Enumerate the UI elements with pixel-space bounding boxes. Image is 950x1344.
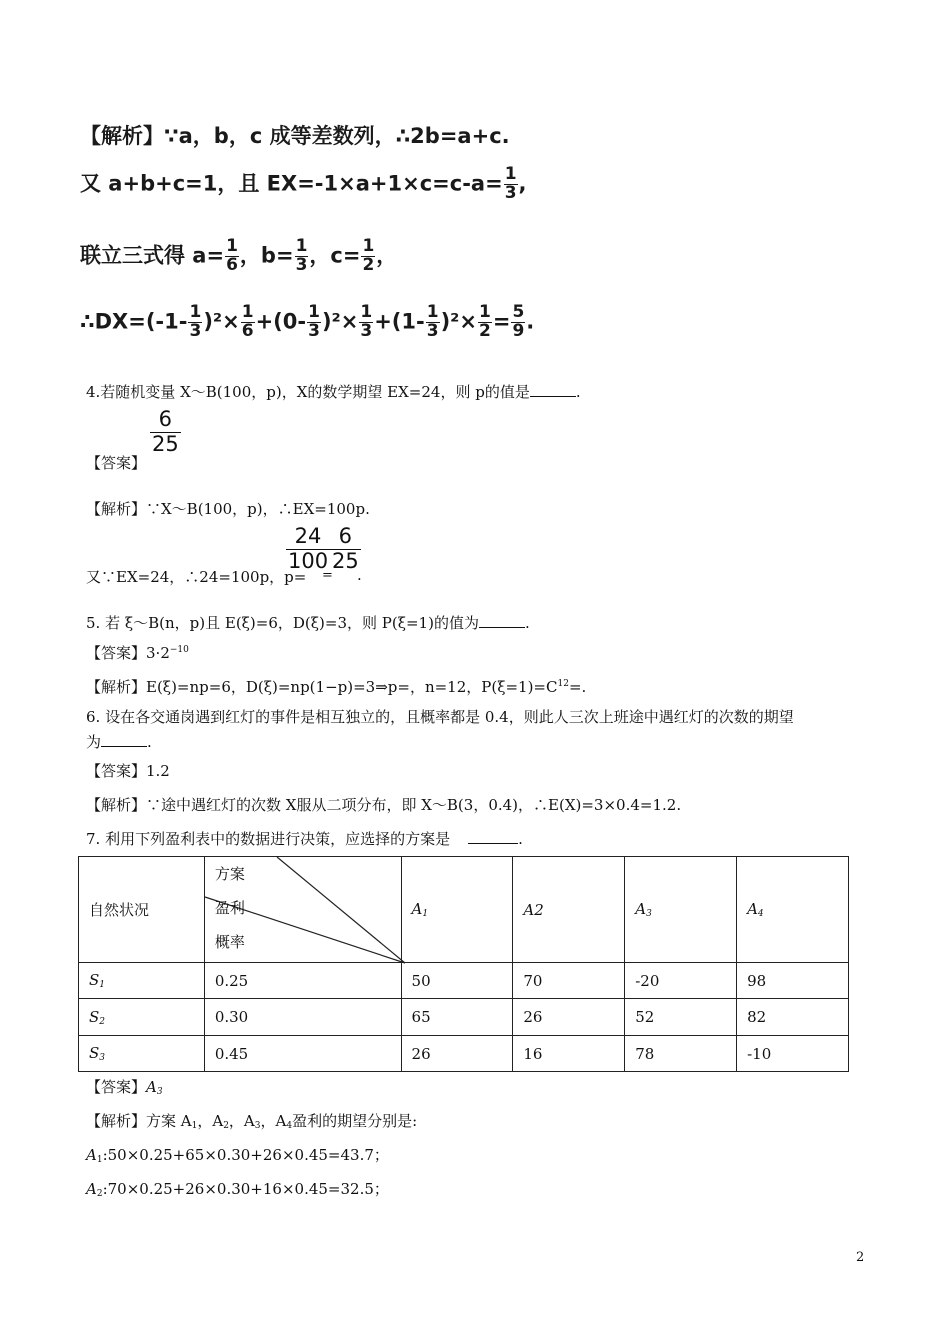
col-sub: 4 xyxy=(757,909,764,919)
col-label: A2 xyxy=(523,900,544,919)
line-text: ，b= xyxy=(239,243,294,268)
question-text: 7. 利用下列盈利表中的数据进行决策，应选择的方案是 xyxy=(86,830,451,848)
question-text: 为 xyxy=(86,733,102,751)
numerator: 1 xyxy=(189,302,202,322)
plan-label: A xyxy=(86,1146,97,1164)
line-text: = xyxy=(492,309,511,334)
analysis-text: ∵a，b，c 成等差数列，∴2b=a+c. xyxy=(164,124,510,148)
line-end: . xyxy=(526,309,535,334)
denominator: 3 xyxy=(504,182,517,203)
denominator: 3 xyxy=(295,254,308,275)
numerator: 1 xyxy=(504,164,517,184)
numerator: 1 xyxy=(308,302,320,322)
table-row xyxy=(79,1036,849,1072)
numerator: 1 xyxy=(360,302,373,322)
question-end: . xyxy=(147,733,152,751)
q4-analysis-fraction1 xyxy=(286,525,330,573)
plan-sub: 2 xyxy=(96,1189,103,1199)
question-end: . xyxy=(524,614,530,632)
diagonal-header-cell xyxy=(204,857,401,963)
answer-blank xyxy=(468,829,518,844)
q4-answer-label: 【答案】 xyxy=(86,454,147,472)
fraction xyxy=(150,408,181,456)
q4-analysis-line1: 【解析】∵X～B(100，p)，∴EX=100p. xyxy=(86,500,370,518)
numerator: 1 xyxy=(295,236,308,256)
denominator: 25 xyxy=(332,548,359,573)
question-6-line1: 6. 设在各交通岗遇到红灯的事件是相互独立的，且概率都是 0.4，则此人三次上班途中遇红灯的次数的期望 xyxy=(86,708,794,726)
answer-text: A xyxy=(146,1078,157,1096)
col-header-a4 xyxy=(737,857,849,963)
denominator: 6 xyxy=(241,320,254,341)
q7-expectation-a2 xyxy=(86,1178,389,1199)
state-sub: 1 xyxy=(99,980,106,990)
line-text: )²× xyxy=(440,309,477,334)
question-text: 5. 若 ξ～B(n，p)且 E(ξ)=6，D(ξ)=3，则 P(ξ=1)的值为 xyxy=(86,614,479,632)
question-5 xyxy=(86,612,530,633)
expectation-text: :50×0.25+65×0.30+26×0.45=43.7； xyxy=(102,1146,389,1164)
line-text: )²× xyxy=(203,309,240,334)
answer-tag: 【答案】 xyxy=(86,644,147,662)
expectation-text: :70×0.25+26×0.30+16×0.45=32.5； xyxy=(102,1180,389,1198)
col-sub: 1 xyxy=(422,909,429,919)
analysis-text: 盈利的期望分别是: xyxy=(292,1112,418,1130)
fraction xyxy=(426,304,440,341)
numerator: 1 xyxy=(426,302,439,322)
state-sub: 2 xyxy=(99,1016,106,1027)
q5-analysis xyxy=(86,676,586,697)
fraction xyxy=(307,304,321,341)
denominator: 3 xyxy=(189,320,202,341)
fraction xyxy=(241,304,255,341)
line-end: , xyxy=(518,171,527,196)
analysis-end: =. xyxy=(568,678,587,696)
fraction xyxy=(286,525,330,573)
line-text: )²× xyxy=(321,309,359,334)
numerator: 6 xyxy=(150,408,181,433)
value-cell: 82 xyxy=(737,999,849,1036)
question-end: . xyxy=(518,830,523,848)
diag-label-profit: 盈利 xyxy=(214,899,245,917)
state-label: S xyxy=(89,1007,100,1026)
state-cell xyxy=(79,1036,205,1072)
value-cell: 52 xyxy=(625,999,737,1036)
numerator: 1 xyxy=(362,236,375,256)
q6-answer: 【答案】1.2 xyxy=(86,762,170,780)
line-text: 又 a+b+c=1，且 EX=-1×a+1×c=c-a= xyxy=(80,171,503,196)
q6-analysis: 【解析】∵途中遇红灯的次数 X服从二项分布，即 X～B(3，0.4)，∴E(X)=3×0.4=1.2. xyxy=(86,796,682,814)
value-cell: 26 xyxy=(513,999,625,1036)
analysis-text: ，A xyxy=(197,1112,224,1130)
fraction xyxy=(478,304,492,341)
line-text: +(1- xyxy=(374,309,425,334)
col-header-a1 xyxy=(401,857,513,963)
question-7 xyxy=(86,828,523,849)
diag-label-probability: 概率 xyxy=(214,933,245,951)
value-cell: 70 xyxy=(513,963,625,999)
state-cell xyxy=(79,963,205,999)
answer-sub: 3 xyxy=(156,1087,163,1097)
numerator: 5 xyxy=(512,302,525,322)
prob-cell: 0.30 xyxy=(204,999,401,1036)
denominator: 2 xyxy=(478,320,491,341)
answer-text: 3·2 xyxy=(146,644,170,662)
col-header-a3 xyxy=(625,857,737,963)
numerator: 1 xyxy=(226,236,238,256)
col-label: A xyxy=(635,900,647,918)
fraction-c xyxy=(361,238,375,275)
fraction-a xyxy=(225,238,239,275)
q4-answer-fraction xyxy=(150,408,181,456)
analysis-3-line3 xyxy=(80,238,397,275)
answer-blank xyxy=(530,382,576,397)
profit-table xyxy=(78,856,849,1072)
answer-blank xyxy=(479,613,525,628)
analysis-text: ，A xyxy=(228,1112,255,1130)
analysis-3-line2 xyxy=(80,166,527,203)
denominator: 100 xyxy=(288,548,329,573)
table-row xyxy=(79,963,849,999)
prob-cell: 0.45 xyxy=(204,1036,401,1072)
value-cell: 26 xyxy=(401,1036,513,1072)
fraction xyxy=(359,304,373,341)
analysis-text: 【解析】方案 A xyxy=(86,1112,192,1130)
state-sub: 3 xyxy=(99,1053,106,1063)
numerator: 1 xyxy=(478,302,491,322)
fraction xyxy=(188,304,202,341)
plan-sub: 1 xyxy=(96,1155,103,1165)
denominator: 3 xyxy=(426,320,439,341)
question-4 xyxy=(86,381,581,402)
q7-answer xyxy=(86,1076,163,1097)
line-text: ，c= xyxy=(309,243,361,268)
page-number: 2 xyxy=(856,1250,865,1265)
diagonal-line-1 xyxy=(277,857,405,963)
answer-exponent: −10 xyxy=(169,645,189,655)
analysis-3-line1 xyxy=(80,120,510,150)
q4-eq-sign: = xyxy=(322,568,333,583)
state-cell xyxy=(79,999,205,1036)
q7-analysis xyxy=(86,1110,417,1131)
col-label: A xyxy=(411,900,423,918)
question-text: 4.若随机变量 X～B(100，p)，X的数学期望 EX=24，则 p的值是 xyxy=(86,383,530,401)
denominator: 25 xyxy=(152,431,179,456)
diag-label-plan: 方案 xyxy=(214,865,245,883)
value-cell: 78 xyxy=(625,1036,737,1072)
line-text: ∴DX=(-1- xyxy=(80,309,188,334)
value-cell: -10 xyxy=(737,1036,849,1072)
denominator: 3 xyxy=(308,320,320,341)
question-end: . xyxy=(575,383,581,401)
header-natural-state: 自然状况 xyxy=(79,857,205,963)
denominator: 9 xyxy=(512,320,525,341)
line-text: 联立三式得 a= xyxy=(80,243,225,268)
q7-expectation-a1 xyxy=(86,1144,389,1165)
numerator: 6 xyxy=(330,525,361,550)
table-header-row xyxy=(79,857,849,963)
question-6-line2 xyxy=(86,731,152,752)
state-label: S xyxy=(89,971,100,989)
analysis-3-line4 xyxy=(80,304,534,341)
col-label: A xyxy=(747,900,758,918)
fraction xyxy=(511,304,525,341)
denominator: 2 xyxy=(362,254,375,275)
answer-blank xyxy=(101,732,147,747)
denominator: 3 xyxy=(360,320,373,341)
plan-label: A xyxy=(86,1180,97,1198)
value-cell: 16 xyxy=(513,1036,625,1072)
value-cell: -20 xyxy=(625,963,737,999)
answer-tag: 【答案】 xyxy=(86,1078,147,1096)
denominator: 6 xyxy=(226,254,238,275)
analysis-superscript: 12 xyxy=(557,679,569,689)
col-sub: 3 xyxy=(646,909,652,919)
fraction xyxy=(504,166,518,203)
state-label: S xyxy=(89,1044,100,1062)
analysis-text: 【解析】E(ξ)=np=6，D(ξ)=np(1−p)=3⇒p=，n=12，P(ξ=1)=C xyxy=(86,678,558,696)
analysis-tag: 【解析】 xyxy=(80,124,164,148)
line-end: ， xyxy=(376,243,398,268)
line-text: +(0- xyxy=(255,309,307,334)
q4-analysis-line2: 又∵EX=24，∴24=100p，p= xyxy=(86,568,307,586)
numerator: 1 xyxy=(241,302,254,322)
value-cell: 98 xyxy=(737,963,849,999)
numerator: 24 xyxy=(286,525,330,550)
analysis-sub: 4 xyxy=(286,1121,293,1131)
value-cell: 50 xyxy=(401,963,513,999)
q4-end: . xyxy=(357,566,362,584)
analysis-sub: 2 xyxy=(223,1121,229,1131)
q5-answer xyxy=(86,642,189,663)
table-row xyxy=(79,999,849,1036)
value-cell: 65 xyxy=(401,999,513,1036)
analysis-sub: 3 xyxy=(254,1121,261,1131)
prob-cell: 0.25 xyxy=(204,963,401,999)
fraction-b xyxy=(295,238,309,275)
col-header-a2 xyxy=(513,857,625,963)
analysis-sub: 1 xyxy=(191,1121,198,1131)
analysis-text: ，A xyxy=(260,1112,287,1130)
